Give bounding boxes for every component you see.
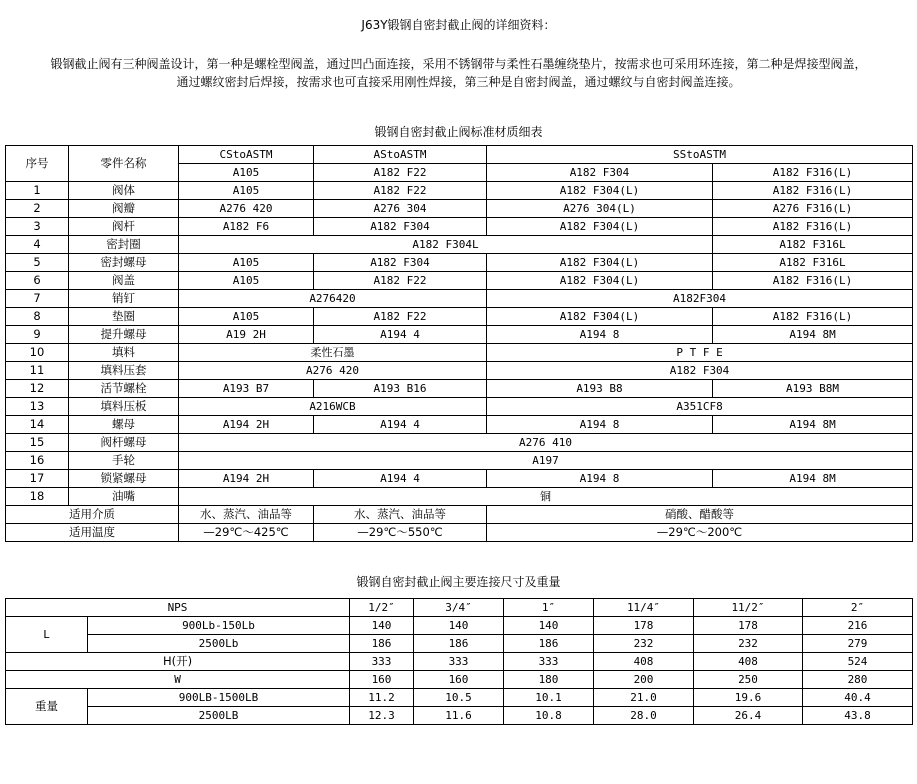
row-number: 10 [6, 344, 69, 362]
row-number: 3 [6, 218, 69, 236]
part-name: 填料压板 [69, 398, 179, 416]
header-size: 1″ [504, 599, 594, 617]
table-cell: 280 [803, 671, 913, 689]
table-cell: 408 [694, 653, 803, 671]
material-cell: A194 4 [314, 416, 487, 434]
material-cell: A194 8M [713, 326, 913, 344]
material-cell: A276 304(L) [487, 200, 713, 218]
table-cell: 28.0 [594, 707, 694, 725]
table-row [6, 272, 913, 290]
part-name: 油嘴 [69, 488, 179, 506]
part-name: 销钉 [69, 290, 179, 308]
row-number: 18 [6, 488, 69, 506]
material-cell: A276 304 [314, 200, 487, 218]
medium-cell: 硝酸、醋酸等 [487, 506, 913, 524]
weight-row-2 [6, 707, 913, 725]
material-header-row [6, 146, 913, 164]
material-cell: A182 F316L [713, 254, 913, 272]
table-row [6, 470, 913, 488]
table-cell: 10.5 [414, 689, 504, 707]
medium-cell: 水、蒸汽、油品等 [179, 506, 314, 524]
table-cell: 10.8 [504, 707, 594, 725]
part-name: 填料压套 [69, 362, 179, 380]
table-cell: 160 [350, 671, 414, 689]
l-class-label: 900Lb-150Lb [88, 617, 350, 635]
subheader-ss-304: A182 F304 [487, 164, 713, 182]
table-cell: 250 [694, 671, 803, 689]
row-number: 2 [6, 200, 69, 218]
table-cell: 232 [694, 635, 803, 653]
table-cell: 186 [350, 635, 414, 653]
material-cell: A194 8 [487, 326, 713, 344]
material-cell: A194 8M [713, 470, 913, 488]
temperature-label: 适用温度 [6, 524, 179, 542]
row-number: 8 [6, 308, 69, 326]
part-name: 密封圈 [69, 236, 179, 254]
h-row [6, 653, 913, 671]
material-cell: A182 F316(L) [713, 308, 913, 326]
material-cell: A197 [179, 452, 913, 470]
material-cell: A105 [179, 308, 314, 326]
table-cell: 333 [414, 653, 504, 671]
l-row-1 [6, 617, 913, 635]
material-cell: A105 [179, 182, 314, 200]
w-label: W [6, 671, 350, 689]
table-row [6, 182, 913, 200]
row-number: 12 [6, 380, 69, 398]
dimension-header-row [6, 599, 913, 617]
temperature-cell: —29℃～425℃ [179, 524, 314, 542]
material-cell: A105 [179, 254, 314, 272]
table-cell: 333 [504, 653, 594, 671]
header-as: AStoASTM [314, 146, 487, 164]
header-nps: NPS [6, 599, 350, 617]
header-size: 2″ [803, 599, 913, 617]
material-cell: A182 F316(L) [713, 218, 913, 236]
row-number: 7 [6, 290, 69, 308]
material-cell: A182 F304(L) [487, 272, 713, 290]
table-cell: 178 [594, 617, 694, 635]
material-cell: A194 8M [713, 416, 913, 434]
medium-row [6, 506, 913, 524]
page-title: J63Y锻钢自密封截止阀的详细资料： [361, 18, 556, 32]
table-cell: 200 [594, 671, 694, 689]
material-cell: A182 F22 [314, 308, 487, 326]
material-cell: A194 8 [487, 470, 713, 488]
table-cell: 10.1 [504, 689, 594, 707]
table-row [6, 308, 913, 326]
part-name: 阀瓣 [69, 200, 179, 218]
material-table [5, 145, 913, 542]
header-size: 11/2″ [694, 599, 803, 617]
subheader-as: A182 F22 [314, 164, 487, 182]
table-cell: 186 [504, 635, 594, 653]
material-cell: A182 F316L [713, 236, 913, 254]
table-cell: 11.6 [414, 707, 504, 725]
material-cell: A182 F304 [487, 362, 913, 380]
part-name: 密封螺母 [69, 254, 179, 272]
table-row [6, 200, 913, 218]
header-size: 11/4″ [594, 599, 694, 617]
temperature-row [6, 524, 913, 542]
table-cell: 43.8 [803, 707, 913, 725]
material-cell: A194 2H [179, 470, 314, 488]
material-cell: A182 F304L [179, 236, 713, 254]
table-row [6, 434, 913, 452]
part-name: 垫圈 [69, 308, 179, 326]
l-row-2 [6, 635, 913, 653]
material-table-caption: 锻钢自密封截止阀标准材质细表 [374, 125, 543, 139]
table-cell: 216 [803, 617, 913, 635]
material-cell: A193 B8 [487, 380, 713, 398]
material-cell: A194 2H [179, 416, 314, 434]
material-cell: A276 410 [179, 434, 913, 452]
header-part-name: 零件名称 [69, 146, 179, 182]
temperature-cell: —29℃～550℃ [314, 524, 487, 542]
table-row [6, 254, 913, 272]
table-cell: 160 [414, 671, 504, 689]
part-name: 活节螺栓 [69, 380, 179, 398]
header-size: 3/4″ [414, 599, 504, 617]
dimension-table-caption: 锻钢自密封截止阀主要连接尺寸及重量 [356, 575, 561, 589]
part-name: 阀盖 [69, 272, 179, 290]
material-cell: A182 F22 [314, 182, 487, 200]
row-number: 4 [6, 236, 69, 254]
l-class-label: 2500Lb [88, 635, 350, 653]
table-cell: 140 [350, 617, 414, 635]
table-cell: 11.2 [350, 689, 414, 707]
material-cell: A194 4 [314, 326, 487, 344]
table-cell: 21.0 [594, 689, 694, 707]
subheader-ss-316: A182 F316(L) [713, 164, 913, 182]
table-cell: 178 [694, 617, 803, 635]
material-cell: A194 4 [314, 470, 487, 488]
material-cell: A276420 [179, 290, 487, 308]
weight-class-label: 2500LB [88, 707, 350, 725]
material-cell: A193 B16 [314, 380, 487, 398]
material-cell: A182F304 [487, 290, 913, 308]
table-row [6, 416, 913, 434]
material-cell: A182 F304 [314, 254, 487, 272]
table-cell: 40.4 [803, 689, 913, 707]
table-cell: 19.6 [694, 689, 803, 707]
part-name: 锁紧螺母 [69, 470, 179, 488]
weight-class-label: 900LB-1500LB [88, 689, 350, 707]
material-cell: A182 F304 [314, 218, 487, 236]
intro-line-1: 锻钢截止阀有三种阀盖设计，第一种是螺栓型阀盖，通过凹凸面连接，采用不锈钢带与柔性石墨缠绕垫片，按需求也可采用环连接，第二种是焊接型阀盖， [50, 57, 867, 71]
table-cell: 524 [803, 653, 913, 671]
part-name: 手轮 [69, 452, 179, 470]
part-name: 提升螺母 [69, 326, 179, 344]
table-row [6, 290, 913, 308]
table-cell: 140 [414, 617, 504, 635]
part-name: 阀杆 [69, 218, 179, 236]
material-cell: A182 F22 [314, 272, 487, 290]
material-cell: A182 F316(L) [713, 272, 913, 290]
material-cell: A182 F316(L) [713, 182, 913, 200]
row-number: 6 [6, 272, 69, 290]
table-cell: 186 [414, 635, 504, 653]
material-cell: A182 F304(L) [487, 218, 713, 236]
material-cell: A276 420 [179, 362, 487, 380]
temperature-cell: —29℃～200℃ [487, 524, 913, 542]
table-row [6, 362, 913, 380]
row-number: 17 [6, 470, 69, 488]
row-number: 1 [6, 182, 69, 200]
table-row [6, 452, 913, 470]
material-cell: A193 B8M [713, 380, 913, 398]
h-label: H(开) [6, 653, 350, 671]
table-row [6, 236, 913, 254]
material-cell: A182 F6 [179, 218, 314, 236]
material-cell: A276 F316(L) [713, 200, 913, 218]
table-cell: 279 [803, 635, 913, 653]
w-row [6, 671, 913, 689]
table-cell: 180 [504, 671, 594, 689]
material-cell: A182 F304(L) [487, 254, 713, 272]
row-number: 16 [6, 452, 69, 470]
row-number: 9 [6, 326, 69, 344]
table-row [6, 326, 913, 344]
header-seq: 序号 [6, 146, 69, 182]
material-cell: A105 [179, 272, 314, 290]
table-cell: 26.4 [694, 707, 803, 725]
table-row [6, 488, 913, 506]
intro-line-2: 通过螺纹密封后焊接，按需求也可直接采用刚性焊接，第三种是自密封阀盖，通过螺纹与自密封阀盖连接。 [176, 75, 741, 89]
material-cell: A182 F304(L) [487, 182, 713, 200]
material-cell: 柔性石墨 [179, 344, 487, 362]
header-cs: CStoASTM [179, 146, 314, 164]
part-name: 填料 [69, 344, 179, 362]
part-name: 螺母 [69, 416, 179, 434]
material-cell: A194 8 [487, 416, 713, 434]
part-name: 阀体 [69, 182, 179, 200]
table-cell: 12.3 [350, 707, 414, 725]
table-cell: 232 [594, 635, 694, 653]
medium-label: 适用介质 [6, 506, 179, 524]
material-cell: A182 F304(L) [487, 308, 713, 326]
l-label: L [6, 617, 88, 653]
header-ss: SStoASTM [487, 146, 913, 164]
row-number: 15 [6, 434, 69, 452]
weight-label: 重量 [6, 689, 88, 725]
dimension-table [5, 598, 913, 725]
material-cell: 铜 [179, 488, 913, 506]
table-row [6, 218, 913, 236]
weight-row-1 [6, 689, 913, 707]
table-cell: 333 [350, 653, 414, 671]
material-cell: A19 2H [179, 326, 314, 344]
material-cell: A216WCB [179, 398, 487, 416]
part-name: 阀杆螺母 [69, 434, 179, 452]
medium-cell: 水、蒸汽、油品等 [314, 506, 487, 524]
row-number: 14 [6, 416, 69, 434]
material-cell: A276 420 [179, 200, 314, 218]
table-cell: 408 [594, 653, 694, 671]
row-number: 11 [6, 362, 69, 380]
material-cell: P T F E [487, 344, 913, 362]
header-size: 1/2″ [350, 599, 414, 617]
row-number: 5 [6, 254, 69, 272]
material-cell: A193 B7 [179, 380, 314, 398]
material-cell: A351CF8 [487, 398, 913, 416]
table-cell: 140 [504, 617, 594, 635]
table-row [6, 398, 913, 416]
row-number: 13 [6, 398, 69, 416]
table-row [6, 380, 913, 398]
table-row [6, 344, 913, 362]
subheader-cs: A105 [179, 164, 314, 182]
